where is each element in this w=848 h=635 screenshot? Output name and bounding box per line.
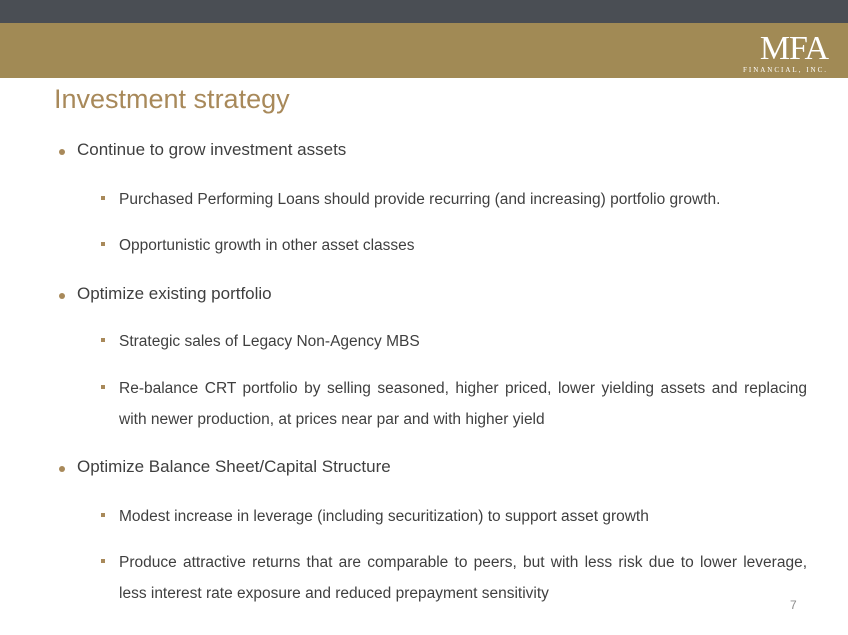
sub-point [101,501,807,532]
sub-point-text: Opportunistic growth in other asset classes [119,237,415,254]
bullet-square-icon [101,338,105,342]
bullet-dot-icon [59,293,65,299]
sub-point-text: Produce attractive returns that are comparable to peers, but with less risk due to lower leverage, less interest rate exposure and reduced prepayment sensitivity [119,554,807,602]
sub-point-text: Purchased Performing Loans should provide recurring (and increasing) portfolio growth. [119,191,721,208]
bullet-dot-icon [59,149,65,155]
sub-point-text: Re-balance CRT portfolio by selling seasoned, higher priced, lower yielding assets and replacing with newer production, at prices near par and with higher yield [119,380,807,428]
bullet-square-icon [101,196,105,200]
sub-point [101,547,807,609]
page-number: 7 [790,598,797,612]
company-logo [678,30,828,75]
sub-point [101,230,807,261]
sub-point [101,373,807,435]
sub-point-text: Modest increase in leverage (including securitization) to support asset growth [119,508,649,525]
sub-point [101,326,807,357]
bullet-dot-icon [59,466,65,472]
section-heading-text: Optimize existing portfolio [77,284,272,303]
section-heading-text: Optimize Balance Sheet/Capital Structure [77,457,391,476]
logo-subtitle: FINANCIAL, INC. [742,66,828,74]
slide-title: Investment strategy [54,84,290,114]
bullet-square-icon [101,242,105,246]
sub-point-text: Strategic sales of Legacy Non-Agency MBS [119,333,420,350]
section-heading-text: Continue to grow investment assets [77,140,347,159]
logo-wordmark: MFA [759,30,828,67]
top-bar [0,0,848,23]
sub-point [101,184,807,215]
bullet-square-icon [101,513,105,517]
bullet-square-icon [101,385,105,389]
bullet-square-icon [101,559,105,563]
